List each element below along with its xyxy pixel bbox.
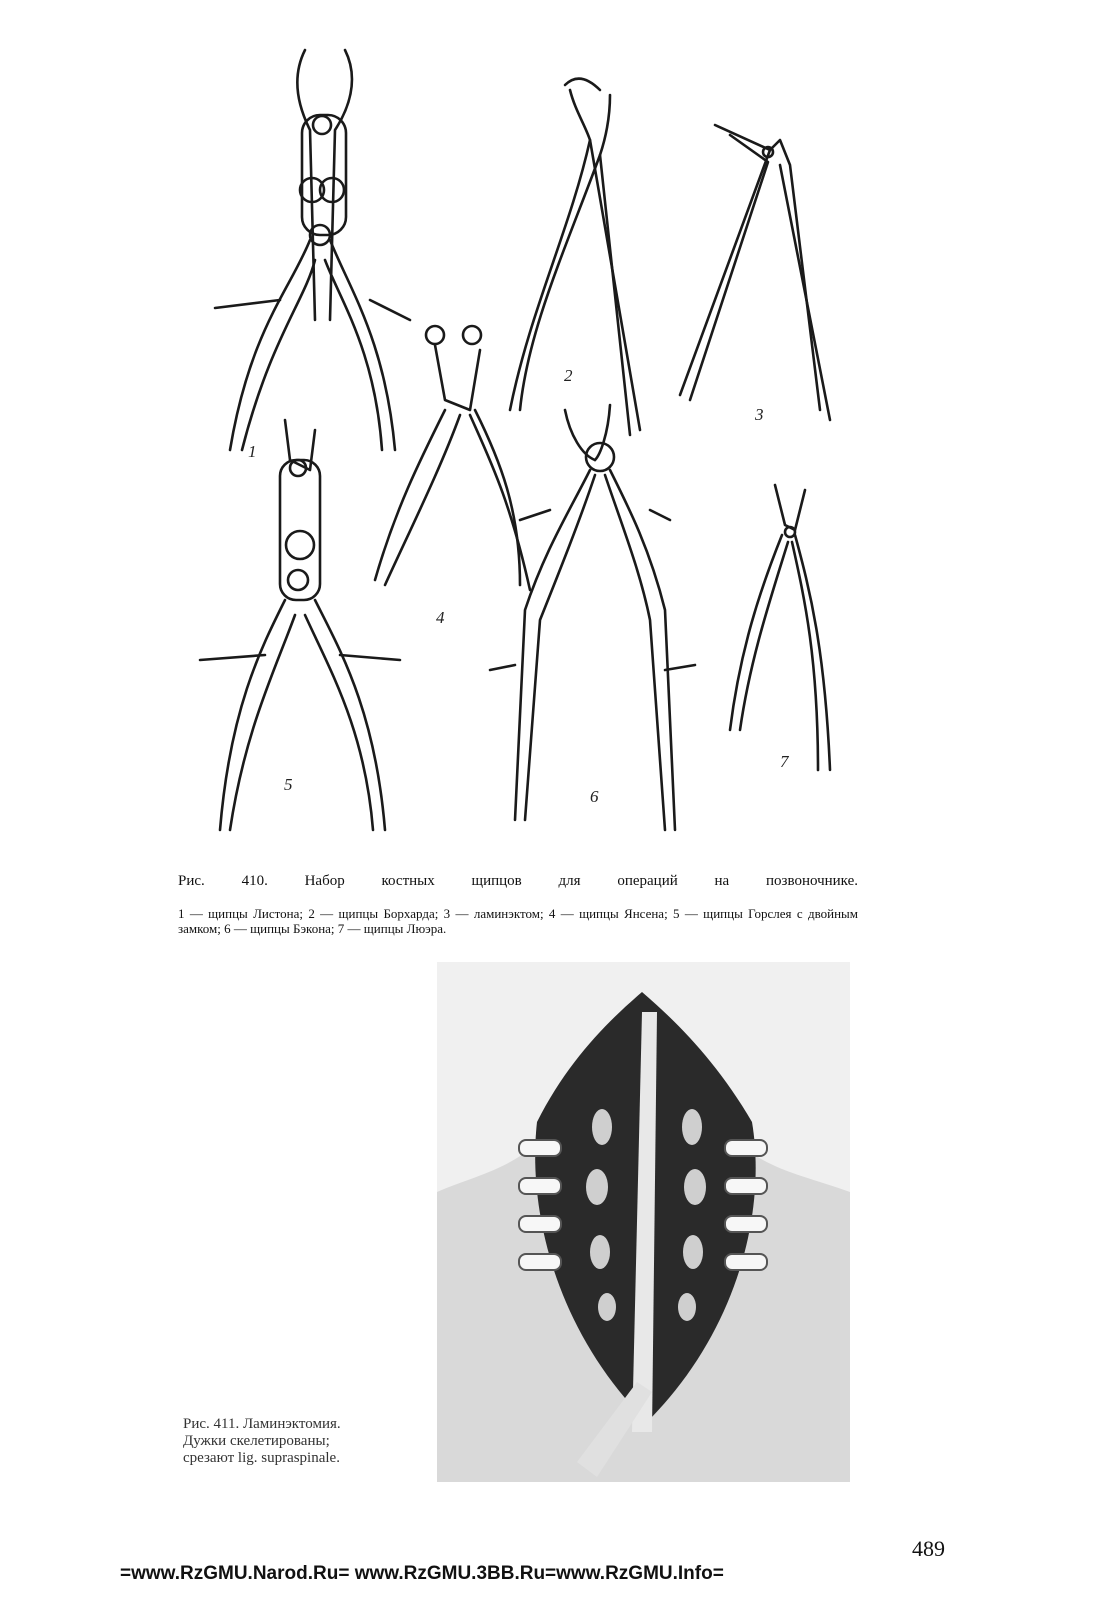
footer-watermark: =www.RzGMU.Narod.Ru= www.RzGMU.3BB.Ru=www.RzGMU.Info= — [120, 1563, 724, 1584]
figure-411-laminectomy-photo — [437, 962, 850, 1482]
label-instrument-3: 3 — [755, 405, 764, 424]
figure-411-caption-line-3: срезают lig. supraspinale. — [183, 1450, 340, 1466]
forceps-4-jansen — [375, 326, 530, 590]
figure-410-caption — [178, 874, 858, 936]
forceps-3-laminectome — [680, 125, 830, 420]
figure-410-caption-title: Рис. 410. Набор костных щипцов для операций на позвоночнике. — [178, 873, 858, 889]
label-instrument-4: 4 — [436, 608, 445, 627]
forceps-6-bacon — [490, 405, 695, 830]
figure-411-caption-line-1: Рис. 411. Ламинэктомия. — [183, 1416, 341, 1432]
figure-410-caption-body: 1 — щипцы Листона; 2 — щипцы Борхарда; 3 — ламинэктом; 4 — щипцы Янсена; 5 — щипцы Горслея с двойным замком; 6 — щипцы Бэкона; 7 — щипцы Люэра. — [178, 906, 858, 936]
figure-411-caption — [183, 1416, 435, 1467]
label-instrument-7: 7 — [780, 752, 789, 771]
page-number: 489 — [912, 1536, 945, 1561]
label-instrument-5: 5 — [284, 775, 293, 794]
forceps-1-liston — [215, 50, 410, 450]
forceps-5-horsley — [200, 420, 400, 830]
forceps-7-luer — [730, 485, 830, 770]
figure-411-caption-line-2: Дужки скелетированы; — [183, 1433, 330, 1449]
figure-410-bone-forceps — [170, 30, 890, 870]
forceps-2-borchardt — [510, 79, 640, 435]
laminectomy-image — [437, 962, 850, 1482]
label-instrument-1: 1 — [248, 442, 257, 461]
label-instrument-2: 2 — [564, 366, 573, 385]
label-instrument-6: 6 — [590, 787, 599, 806]
forceps-drawing — [170, 30, 890, 870]
